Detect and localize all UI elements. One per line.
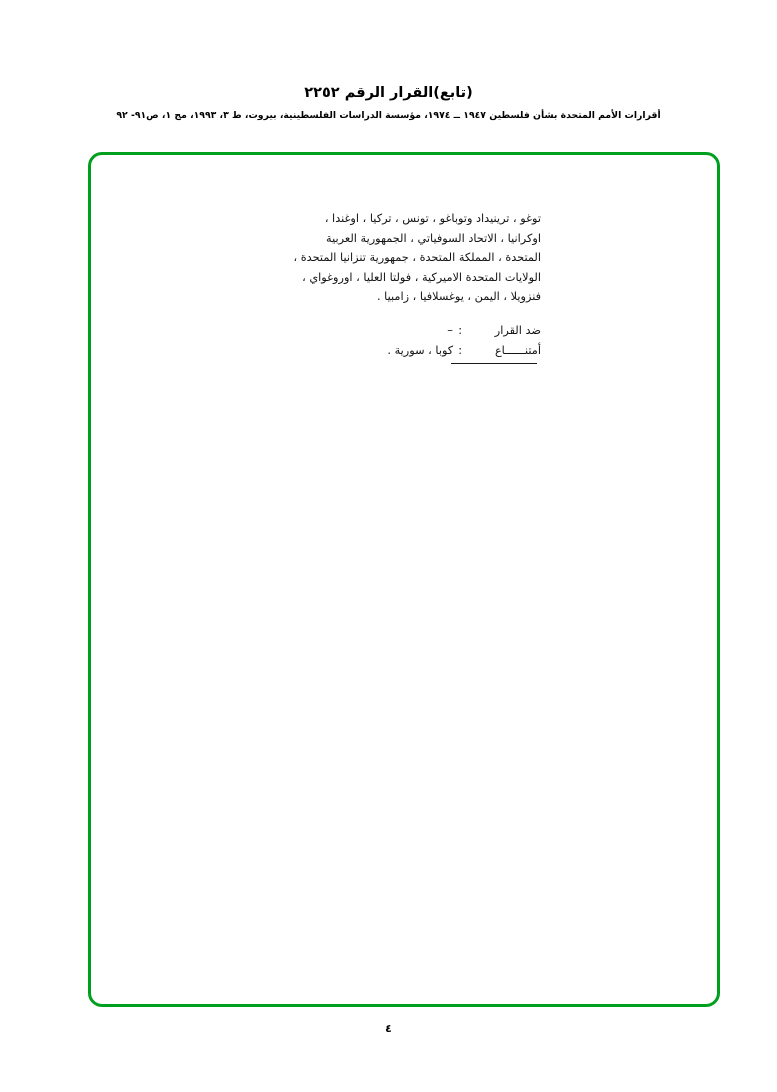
vote-value: – — [447, 323, 454, 337]
vote-label: ضد القرار — [494, 323, 541, 337]
scanned-page-frame — [88, 152, 720, 1007]
vote-colon: : — [458, 323, 462, 337]
page-title: (تابع)القرار الرقم ٢٢٥٢ — [304, 85, 473, 101]
vote-label: أمتنــــــاع — [494, 343, 541, 357]
body-line: اوكرانيا ، الاتحاد السوفياتي ، الجمهورية العربية — [326, 231, 541, 245]
body-line: فنزويلا ، اليمن ، يوغسلافيا ، زامبيا . — [376, 290, 541, 303]
vote-row-abstain — [241, 341, 541, 361]
body-line: الولايات المتحدة الاميركية ، فولتا العليا ، اوروغواي ، — [302, 270, 541, 284]
vote-value: كوبا ، سورية . — [387, 343, 454, 357]
body-line: المتحدة ، المملكة المتحدة ، جمهورية تنزانيا المتحدة ، — [293, 251, 541, 264]
document-header — [0, 84, 777, 122]
source-citation: أقرارات الأمم المتحدة بشأن فلسطين ١٩٤٧ ــ ١٩٧٤، مؤسسة الدراسات الفلسطينية، بيروت، ط ٣، ١٩٩٣، مج ١، ص٩١- ٩٢ — [116, 109, 661, 121]
body-line: توغو ، ترينيداد وتوباغو ، تونس ، تركيا ، اوغندا ، — [324, 212, 541, 225]
horizontal-rule — [451, 363, 537, 364]
page-number: ٤ — [385, 1022, 392, 1035]
vote-row-against — [241, 321, 541, 341]
scanned-text-block — [241, 209, 541, 364]
vote-results — [241, 321, 541, 364]
vote-colon: : — [458, 343, 462, 357]
